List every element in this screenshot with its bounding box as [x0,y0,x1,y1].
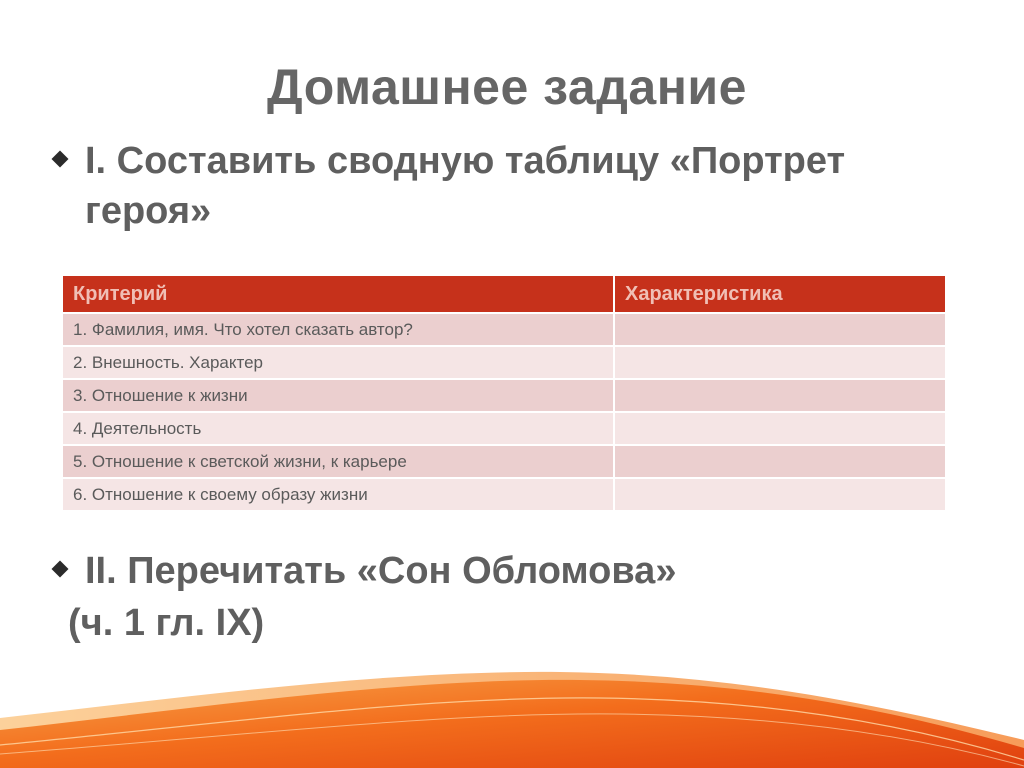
criterion-cell: 1. Фамилия, имя. Что хотел сказать автор? [63,314,613,345]
table-row [63,314,945,345]
diamond-bullet-icon [52,151,69,168]
characteristic-cell[interactable] [615,446,945,477]
hero-portrait-table [61,274,947,512]
characteristic-cell[interactable] [615,413,945,444]
header-criterion: Критерий [63,276,613,312]
homework-item-1: I. Составить сводную таблицу «Портрет героя» [85,140,846,232]
criterion-cell: 4. Деятельность [63,413,613,444]
characteristic-cell[interactable] [615,479,945,510]
table-row [63,347,945,378]
decorative-orange-wave [0,620,1024,768]
criterion-cell: 6. Отношение к своему образу жизни [63,479,613,510]
characteristic-cell[interactable] [615,347,945,378]
criterion-cell: 5. Отношение к светской жизни, к карьере [63,446,613,477]
table-row [63,446,945,477]
diamond-bullet-icon [52,561,69,578]
table-header-row [63,276,945,312]
characteristic-cell[interactable] [615,314,945,345]
criterion-cell: 2. Внешность. Характер [63,347,613,378]
homework-item-2: II. Перечитать «Сон Обломова» [85,550,677,592]
table-row [63,380,945,411]
slide-title: Домашнее задание [267,59,747,115]
table-row [63,413,945,444]
header-characteristic: Характеристика [615,276,945,312]
homework-item-2-reference: (ч. 1 гл. IX) [68,602,265,644]
characteristic-cell[interactable] [615,380,945,411]
criterion-cell: 3. Отношение к жизни [63,380,613,411]
table-row [63,479,945,510]
